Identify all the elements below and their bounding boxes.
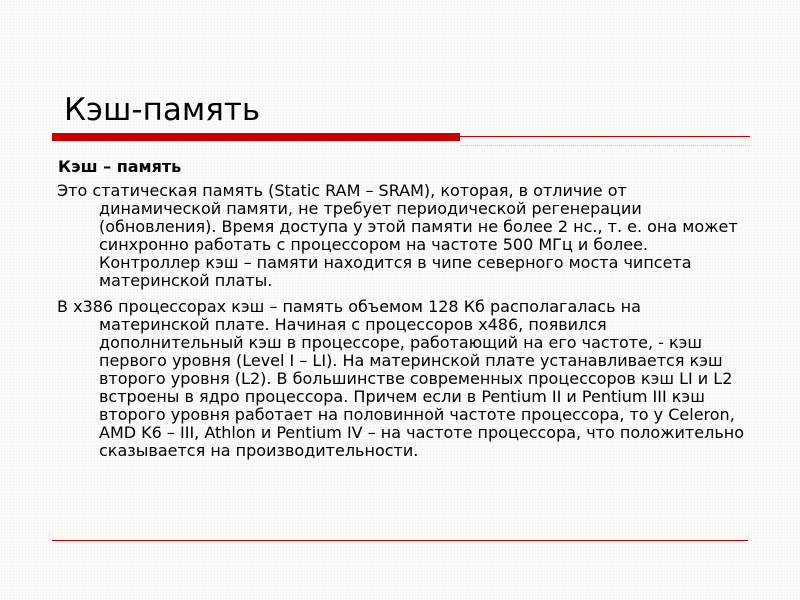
body-subheading: Кэш – память [58,157,182,176]
title-thin-rule [460,136,750,137]
body-paragraph-cache-levels: В x386 процессорах кэш – память объемом 128 Кб располагалась на материнской плате. Начиная с процессоров x486, появился дополнительный кэш в процессоре, работающий на его частоте, - кэш первого уровня (Level I – LI). На материнской плате устанавливается кэш второго уровня (L2). В большинстве современных процессоров кэш LI и L2 встроены в ядро процессора. Причем если в Pentium II и Pentium III кэш второго уровня работает на половинной частоте процессора, то у Celeron, AMD K6 – III, Athlon и Pentium IV – на частоте процессора, что положительно сказывается на производительности. [57,297,744,460]
footer-rule [52,540,748,541]
title-dotted-rule [460,145,750,147]
slide-body [57,158,747,468]
title-accent-bar [52,133,460,141]
body-paragraph-sram: Это статическая память (Static RAM – SRAM), которая, в отличие от динамической памяти, не требует периодической регенерации (обновления). Время доступа у этой памяти не более 2 нс., т. е. она может синхронно работать с процессором на частоте 500 МГц и более. Контроллер кэш – памяти находится в чипе северного моста чипсета материнской платы. [57,181,738,290]
slide-title: Кэш-память [64,92,261,128]
